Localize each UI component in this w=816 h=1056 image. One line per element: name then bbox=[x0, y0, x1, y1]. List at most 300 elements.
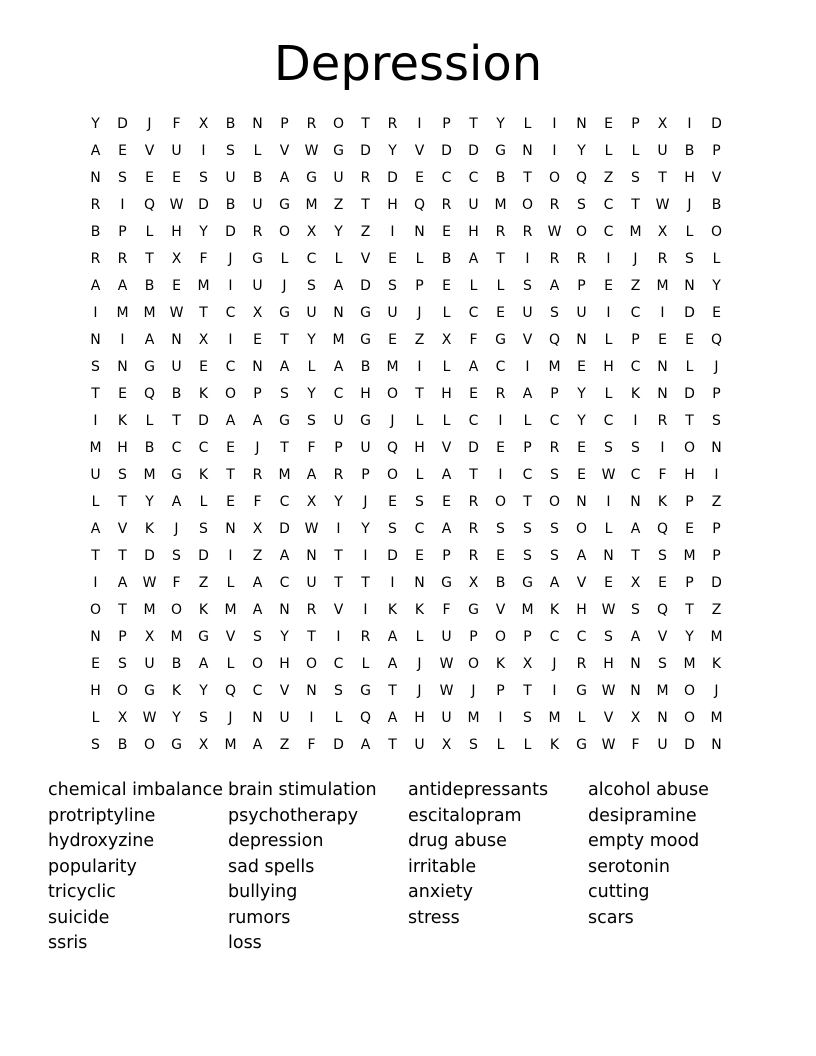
grid-letter[interactable]: E bbox=[415, 548, 424, 564]
grid-letter[interactable]: T bbox=[361, 197, 370, 213]
grid-letter[interactable]: U bbox=[333, 413, 344, 429]
grid-letter[interactable]: A bbox=[279, 359, 290, 375]
grid-letter[interactable]: M bbox=[494, 197, 507, 213]
grid-letter[interactable]: S bbox=[658, 548, 667, 564]
grid-letter[interactable]: O bbox=[89, 602, 102, 618]
grid-letter[interactable]: V bbox=[333, 602, 344, 618]
grid-letter[interactable]: L bbox=[604, 521, 613, 537]
grid-letter[interactable]: M bbox=[548, 359, 561, 375]
grid-letter[interactable]: P bbox=[334, 440, 343, 456]
grid-letter[interactable]: B bbox=[441, 251, 452, 267]
grid-letter[interactable]: A bbox=[198, 656, 209, 672]
grid-letter[interactable]: P bbox=[523, 440, 532, 456]
grid-letter[interactable]: S bbox=[253, 629, 262, 645]
grid-letter[interactable]: E bbox=[496, 548, 505, 564]
grid-letter[interactable]: F bbox=[172, 116, 181, 132]
grid-letter[interactable]: W bbox=[169, 305, 184, 321]
grid-letter[interactable]: T bbox=[118, 494, 127, 510]
grid-letter[interactable]: C bbox=[225, 305, 236, 321]
grid-letter[interactable]: L bbox=[685, 359, 694, 375]
grid-letter[interactable]: O bbox=[683, 440, 696, 456]
grid-letter[interactable]: M bbox=[143, 602, 156, 618]
grid-letter[interactable]: B bbox=[90, 224, 101, 240]
grid-letter[interactable]: R bbox=[549, 440, 560, 456]
grid-letter[interactable]: U bbox=[333, 170, 344, 186]
grid-letter[interactable]: Z bbox=[279, 737, 290, 753]
grid-letter[interactable]: Y bbox=[307, 386, 316, 402]
grid-letter[interactable]: D bbox=[441, 143, 452, 159]
grid-letter[interactable]: D bbox=[198, 197, 209, 213]
grid-letter[interactable]: A bbox=[333, 359, 344, 375]
grid-letter[interactable]: T bbox=[469, 116, 478, 132]
grid-letter[interactable]: K bbox=[198, 467, 209, 483]
grid-letter[interactable]: X bbox=[198, 332, 209, 348]
grid-letter[interactable]: C bbox=[468, 170, 479, 186]
grid-letter[interactable]: S bbox=[550, 305, 559, 321]
grid-letter[interactable]: B bbox=[360, 359, 371, 375]
grid-letter[interactable]: Q bbox=[413, 197, 426, 213]
grid-letter[interactable]: U bbox=[306, 305, 317, 321]
grid-letter[interactable]: E bbox=[118, 386, 127, 402]
grid-letter[interactable]: N bbox=[252, 710, 263, 726]
grid-letter[interactable]: N bbox=[576, 332, 587, 348]
grid-letter[interactable]: O bbox=[548, 170, 561, 186]
grid-letter[interactable]: O bbox=[521, 197, 534, 213]
grid-letter[interactable]: S bbox=[199, 170, 208, 186]
grid-letter[interactable]: Y bbox=[577, 413, 586, 429]
grid-letter[interactable]: B bbox=[171, 656, 182, 672]
grid-letter[interactable]: T bbox=[172, 413, 181, 429]
grid-letter[interactable]: L bbox=[145, 413, 154, 429]
grid-letter[interactable]: S bbox=[523, 278, 532, 294]
grid-letter[interactable]: M bbox=[521, 602, 534, 618]
grid-letter[interactable]: L bbox=[577, 710, 586, 726]
grid-letter[interactable]: A bbox=[468, 251, 479, 267]
grid-letter[interactable]: I bbox=[336, 629, 341, 645]
grid-letter[interactable]: A bbox=[225, 413, 236, 429]
grid-letter[interactable]: F bbox=[631, 737, 640, 753]
grid-letter[interactable]: A bbox=[252, 737, 263, 753]
grid-letter[interactable]: T bbox=[469, 467, 478, 483]
grid-letter[interactable]: I bbox=[714, 467, 719, 483]
grid-letter[interactable]: I bbox=[498, 467, 503, 483]
grid-letter[interactable]: I bbox=[93, 413, 98, 429]
grid-letter[interactable]: N bbox=[252, 116, 263, 132]
grid-letter[interactable]: T bbox=[199, 305, 208, 321]
grid-letter[interactable]: H bbox=[360, 386, 371, 402]
grid-letter[interactable]: R bbox=[441, 197, 452, 213]
grid-letter[interactable]: Q bbox=[656, 521, 669, 537]
grid-letter[interactable]: S bbox=[523, 548, 532, 564]
grid-letter[interactable]: H bbox=[603, 656, 614, 672]
grid-letter[interactable]: U bbox=[360, 440, 371, 456]
grid-letter[interactable]: V bbox=[225, 629, 236, 645]
grid-letter[interactable]: S bbox=[199, 521, 208, 537]
grid-letter[interactable]: W bbox=[169, 197, 184, 213]
grid-letter[interactable]: A bbox=[117, 278, 128, 294]
grid-letter[interactable]: E bbox=[226, 494, 235, 510]
grid-letter[interactable]: G bbox=[360, 683, 371, 699]
grid-letter[interactable]: L bbox=[226, 656, 235, 672]
grid-letter[interactable]: Y bbox=[145, 494, 154, 510]
grid-letter[interactable]: G bbox=[576, 683, 587, 699]
grid-letter[interactable]: A bbox=[90, 278, 101, 294]
grid-letter[interactable]: J bbox=[390, 413, 395, 429]
grid-letter[interactable]: I bbox=[93, 305, 98, 321]
grid-letter[interactable]: X bbox=[252, 521, 263, 537]
grid-letter[interactable]: R bbox=[468, 548, 479, 564]
grid-letter[interactable]: R bbox=[387, 116, 398, 132]
grid-letter[interactable]: Q bbox=[143, 197, 156, 213]
grid-letter[interactable]: D bbox=[684, 737, 695, 753]
grid-letter[interactable]: A bbox=[387, 656, 398, 672]
grid-letter[interactable]: Y bbox=[496, 116, 505, 132]
grid-letter[interactable]: U bbox=[657, 737, 668, 753]
grid-letter[interactable]: U bbox=[171, 359, 182, 375]
grid-letter[interactable]: W bbox=[547, 224, 562, 240]
grid-letter[interactable]: R bbox=[576, 656, 587, 672]
grid-letter[interactable]: Y bbox=[685, 629, 694, 645]
grid-letter[interactable]: M bbox=[386, 359, 399, 375]
grid-letter[interactable]: P bbox=[712, 548, 721, 564]
grid-letter[interactable]: R bbox=[468, 494, 479, 510]
grid-letter[interactable]: Y bbox=[172, 710, 181, 726]
grid-letter[interactable]: D bbox=[117, 116, 128, 132]
grid-letter[interactable]: U bbox=[576, 305, 587, 321]
grid-letter[interactable]: I bbox=[606, 251, 611, 267]
grid-letter[interactable]: P bbox=[496, 683, 505, 699]
grid-letter[interactable]: I bbox=[363, 602, 368, 618]
grid-letter[interactable]: H bbox=[414, 710, 425, 726]
grid-letter[interactable]: P bbox=[523, 629, 532, 645]
grid-letter[interactable]: T bbox=[523, 494, 532, 510]
grid-letter[interactable]: K bbox=[387, 602, 398, 618]
grid-letter[interactable]: I bbox=[633, 413, 638, 429]
grid-letter[interactable]: S bbox=[91, 737, 100, 753]
grid-letter[interactable]: C bbox=[441, 170, 452, 186]
grid-letter[interactable]: D bbox=[144, 548, 155, 564]
grid-letter[interactable]: E bbox=[199, 359, 208, 375]
grid-letter[interactable]: U bbox=[90, 467, 101, 483]
grid-letter[interactable]: M bbox=[278, 467, 291, 483]
grid-letter[interactable]: R bbox=[90, 251, 101, 267]
grid-letter[interactable]: I bbox=[687, 116, 692, 132]
grid-letter[interactable]: H bbox=[387, 197, 398, 213]
grid-letter[interactable]: T bbox=[388, 737, 397, 753]
grid-letter[interactable]: H bbox=[171, 224, 182, 240]
grid-letter[interactable]: V bbox=[414, 143, 425, 159]
grid-letter[interactable]: S bbox=[523, 710, 532, 726]
grid-letter[interactable]: M bbox=[683, 548, 696, 564]
grid-letter[interactable]: C bbox=[225, 359, 236, 375]
grid-letter[interactable]: L bbox=[415, 413, 424, 429]
grid-letter[interactable]: Q bbox=[359, 710, 372, 726]
grid-letter[interactable]: Z bbox=[630, 278, 641, 294]
grid-letter[interactable]: I bbox=[201, 143, 206, 159]
grid-letter[interactable]: K bbox=[414, 602, 425, 618]
grid-letter[interactable]: L bbox=[145, 224, 154, 240]
grid-letter[interactable]: S bbox=[334, 683, 343, 699]
grid-letter[interactable]: L bbox=[91, 710, 100, 726]
grid-letter[interactable]: O bbox=[143, 737, 156, 753]
grid-letter[interactable]: C bbox=[603, 197, 614, 213]
grid-letter[interactable]: A bbox=[441, 521, 452, 537]
grid-letter[interactable]: B bbox=[684, 143, 695, 159]
grid-letter[interactable]: L bbox=[442, 359, 451, 375]
grid-letter[interactable]: X bbox=[522, 656, 533, 672]
grid-letter[interactable]: F bbox=[658, 467, 667, 483]
grid-letter[interactable]: X bbox=[144, 629, 155, 645]
grid-letter[interactable]: G bbox=[360, 332, 371, 348]
grid-letter[interactable]: W bbox=[601, 602, 616, 618]
grid-letter[interactable]: E bbox=[604, 116, 613, 132]
grid-letter[interactable]: R bbox=[252, 467, 263, 483]
grid-letter[interactable]: R bbox=[495, 386, 506, 402]
grid-letter[interactable]: X bbox=[198, 116, 209, 132]
grid-letter[interactable]: K bbox=[549, 737, 560, 753]
grid-letter[interactable]: M bbox=[548, 710, 561, 726]
grid-letter[interactable]: T bbox=[415, 386, 424, 402]
grid-letter[interactable]: N bbox=[90, 629, 101, 645]
grid-letter[interactable]: M bbox=[683, 656, 696, 672]
grid-letter[interactable]: G bbox=[495, 332, 506, 348]
grid-letter[interactable]: M bbox=[116, 305, 129, 321]
grid-letter[interactable]: X bbox=[441, 332, 452, 348]
grid-letter[interactable]: E bbox=[712, 305, 721, 321]
grid-letter[interactable]: S bbox=[631, 440, 640, 456]
grid-letter[interactable]: A bbox=[171, 494, 182, 510]
grid-letter[interactable]: Y bbox=[712, 278, 721, 294]
grid-letter[interactable]: U bbox=[252, 278, 263, 294]
grid-letter[interactable]: O bbox=[386, 386, 399, 402]
grid-letter[interactable]: G bbox=[495, 143, 506, 159]
grid-letter[interactable]: W bbox=[601, 683, 616, 699]
grid-letter[interactable]: C bbox=[549, 629, 560, 645]
grid-letter[interactable]: S bbox=[388, 278, 397, 294]
grid-letter[interactable]: I bbox=[390, 575, 395, 591]
grid-letter[interactable]: A bbox=[90, 143, 101, 159]
grid-letter[interactable]: L bbox=[712, 251, 721, 267]
grid-letter[interactable]: N bbox=[711, 737, 722, 753]
grid-letter[interactable]: S bbox=[712, 413, 721, 429]
grid-letter[interactable]: L bbox=[685, 224, 694, 240]
grid-letter[interactable]: I bbox=[606, 305, 611, 321]
grid-letter[interactable]: O bbox=[467, 656, 480, 672]
grid-letter[interactable]: A bbox=[279, 548, 290, 564]
grid-letter[interactable]: X bbox=[306, 224, 317, 240]
grid-letter[interactable]: M bbox=[710, 629, 723, 645]
grid-letter[interactable]: D bbox=[468, 440, 479, 456]
grid-letter[interactable]: M bbox=[197, 278, 210, 294]
grid-letter[interactable]: P bbox=[118, 224, 127, 240]
grid-letter[interactable]: E bbox=[388, 494, 397, 510]
grid-letter[interactable]: S bbox=[631, 170, 640, 186]
grid-letter[interactable]: I bbox=[498, 710, 503, 726]
grid-letter[interactable]: O bbox=[332, 116, 345, 132]
grid-letter[interactable]: C bbox=[468, 413, 479, 429]
grid-letter[interactable]: U bbox=[414, 737, 425, 753]
grid-letter[interactable]: E bbox=[442, 224, 451, 240]
grid-letter[interactable]: Z bbox=[414, 332, 425, 348]
grid-letter[interactable]: K bbox=[198, 386, 209, 402]
grid-letter[interactable]: B bbox=[171, 386, 182, 402]
grid-letter[interactable]: E bbox=[577, 467, 586, 483]
grid-letter[interactable]: A bbox=[630, 521, 641, 537]
grid-letter[interactable]: O bbox=[278, 224, 291, 240]
grid-letter[interactable]: L bbox=[631, 143, 640, 159]
grid-letter[interactable]: X bbox=[657, 116, 668, 132]
grid-letter[interactable]: V bbox=[144, 143, 155, 159]
grid-letter[interactable]: D bbox=[225, 224, 236, 240]
grid-letter[interactable]: U bbox=[657, 143, 668, 159]
grid-letter[interactable]: D bbox=[279, 521, 290, 537]
grid-letter[interactable]: E bbox=[388, 332, 397, 348]
grid-letter[interactable]: I bbox=[525, 359, 530, 375]
grid-letter[interactable]: M bbox=[629, 224, 642, 240]
grid-letter[interactable]: P bbox=[685, 494, 694, 510]
grid-letter[interactable]: E bbox=[685, 332, 694, 348]
grid-letter[interactable]: J bbox=[174, 521, 179, 537]
grid-letter[interactable]: N bbox=[414, 224, 425, 240]
grid-letter[interactable]: Y bbox=[388, 143, 397, 159]
grid-letter[interactable]: G bbox=[279, 197, 290, 213]
grid-letter[interactable]: S bbox=[523, 521, 532, 537]
grid-letter[interactable]: F bbox=[172, 575, 181, 591]
grid-letter[interactable]: X bbox=[468, 575, 479, 591]
grid-letter[interactable]: P bbox=[550, 386, 559, 402]
grid-letter[interactable]: E bbox=[604, 575, 613, 591]
grid-letter[interactable]: D bbox=[198, 548, 209, 564]
grid-letter[interactable]: P bbox=[685, 575, 694, 591]
grid-letter[interactable]: I bbox=[93, 575, 98, 591]
grid-letter[interactable]: O bbox=[224, 386, 237, 402]
grid-letter[interactable]: S bbox=[388, 521, 397, 537]
grid-letter[interactable]: Y bbox=[577, 143, 586, 159]
grid-letter[interactable]: I bbox=[498, 413, 503, 429]
grid-letter[interactable]: D bbox=[198, 413, 209, 429]
grid-letter[interactable]: N bbox=[657, 359, 668, 375]
grid-letter[interactable]: S bbox=[280, 386, 289, 402]
grid-letter[interactable]: W bbox=[304, 143, 319, 159]
grid-letter[interactable]: P bbox=[712, 143, 721, 159]
grid-letter[interactable]: I bbox=[120, 197, 125, 213]
grid-letter[interactable]: L bbox=[415, 467, 424, 483]
grid-letter[interactable]: M bbox=[656, 278, 669, 294]
grid-letter[interactable]: I bbox=[363, 548, 368, 564]
grid-letter[interactable]: E bbox=[685, 521, 694, 537]
grid-letter[interactable]: J bbox=[471, 683, 476, 699]
grid-letter[interactable]: A bbox=[252, 413, 263, 429]
grid-letter[interactable]: S bbox=[550, 467, 559, 483]
grid-letter[interactable]: C bbox=[549, 413, 560, 429]
grid-letter[interactable]: E bbox=[442, 278, 451, 294]
grid-letter[interactable]: A bbox=[387, 629, 398, 645]
grid-letter[interactable]: G bbox=[468, 602, 479, 618]
grid-letter[interactable]: H bbox=[576, 602, 587, 618]
grid-letter[interactable]: B bbox=[117, 737, 128, 753]
grid-letter[interactable]: A bbox=[522, 386, 533, 402]
grid-letter[interactable]: B bbox=[495, 575, 506, 591]
grid-letter[interactable]: X bbox=[630, 575, 641, 591]
grid-letter[interactable]: C bbox=[252, 683, 263, 699]
grid-letter[interactable]: U bbox=[522, 305, 533, 321]
grid-letter[interactable]: I bbox=[417, 116, 422, 132]
grid-letter[interactable]: U bbox=[387, 305, 398, 321]
grid-letter[interactable]: H bbox=[279, 656, 290, 672]
grid-letter[interactable]: R bbox=[657, 251, 668, 267]
grid-letter[interactable]: L bbox=[469, 278, 478, 294]
grid-letter[interactable]: A bbox=[252, 602, 263, 618]
grid-letter[interactable]: X bbox=[441, 737, 452, 753]
grid-letter[interactable]: R bbox=[90, 197, 101, 213]
grid-letter[interactable]: L bbox=[496, 737, 505, 753]
grid-letter[interactable]: V bbox=[441, 440, 452, 456]
grid-letter[interactable]: E bbox=[91, 656, 100, 672]
grid-letter[interactable]: T bbox=[334, 548, 343, 564]
grid-letter[interactable]: C bbox=[468, 305, 479, 321]
grid-letter[interactable]: Q bbox=[575, 170, 588, 186]
grid-letter[interactable]: R bbox=[522, 224, 533, 240]
grid-letter[interactable]: W bbox=[601, 737, 616, 753]
grid-letter[interactable]: M bbox=[305, 197, 318, 213]
grid-letter[interactable]: E bbox=[172, 278, 181, 294]
grid-letter[interactable]: C bbox=[333, 386, 344, 402]
grid-letter[interactable]: H bbox=[117, 440, 128, 456]
grid-letter[interactable]: O bbox=[494, 629, 507, 645]
grid-letter[interactable]: S bbox=[199, 710, 208, 726]
grid-letter[interactable]: L bbox=[415, 629, 424, 645]
grid-letter[interactable]: T bbox=[145, 251, 154, 267]
grid-letter[interactable]: H bbox=[603, 359, 614, 375]
grid-letter[interactable]: R bbox=[117, 251, 128, 267]
grid-letter[interactable]: L bbox=[91, 494, 100, 510]
grid-letter[interactable]: L bbox=[415, 251, 424, 267]
grid-letter[interactable]: N bbox=[90, 332, 101, 348]
grid-letter[interactable]: T bbox=[631, 548, 640, 564]
grid-letter[interactable]: T bbox=[334, 575, 343, 591]
grid-letter[interactable]: U bbox=[306, 575, 317, 591]
grid-letter[interactable]: Z bbox=[198, 575, 209, 591]
grid-letter[interactable]: M bbox=[332, 332, 345, 348]
grid-letter[interactable]: L bbox=[307, 359, 316, 375]
grid-letter[interactable]: H bbox=[468, 224, 479, 240]
grid-letter[interactable]: C bbox=[198, 440, 209, 456]
grid-letter[interactable]: D bbox=[711, 575, 722, 591]
grid-letter[interactable]: S bbox=[118, 170, 127, 186]
grid-letter[interactable]: Z bbox=[711, 494, 722, 510]
grid-letter[interactable]: E bbox=[388, 251, 397, 267]
grid-letter[interactable]: S bbox=[226, 143, 235, 159]
grid-letter[interactable]: Y bbox=[334, 224, 343, 240]
grid-letter[interactable]: G bbox=[144, 359, 155, 375]
grid-letter[interactable]: C bbox=[171, 440, 182, 456]
grid-letter[interactable]: T bbox=[685, 413, 694, 429]
grid-letter[interactable]: X bbox=[117, 710, 128, 726]
grid-letter[interactable]: K bbox=[144, 521, 155, 537]
grid-letter[interactable]: Z bbox=[603, 170, 614, 186]
grid-letter[interactable]: N bbox=[306, 683, 317, 699]
grid-letter[interactable]: R bbox=[549, 197, 560, 213]
grid-letter[interactable]: V bbox=[603, 710, 614, 726]
grid-letter[interactable]: I bbox=[309, 710, 314, 726]
grid-letter[interactable]: S bbox=[496, 521, 505, 537]
grid-letter[interactable]: P bbox=[712, 521, 721, 537]
grid-letter[interactable]: N bbox=[657, 386, 668, 402]
grid-letter[interactable]: D bbox=[360, 278, 371, 294]
grid-letter[interactable]: I bbox=[552, 683, 557, 699]
grid-letter[interactable]: J bbox=[552, 656, 557, 672]
grid-letter[interactable]: R bbox=[468, 521, 479, 537]
